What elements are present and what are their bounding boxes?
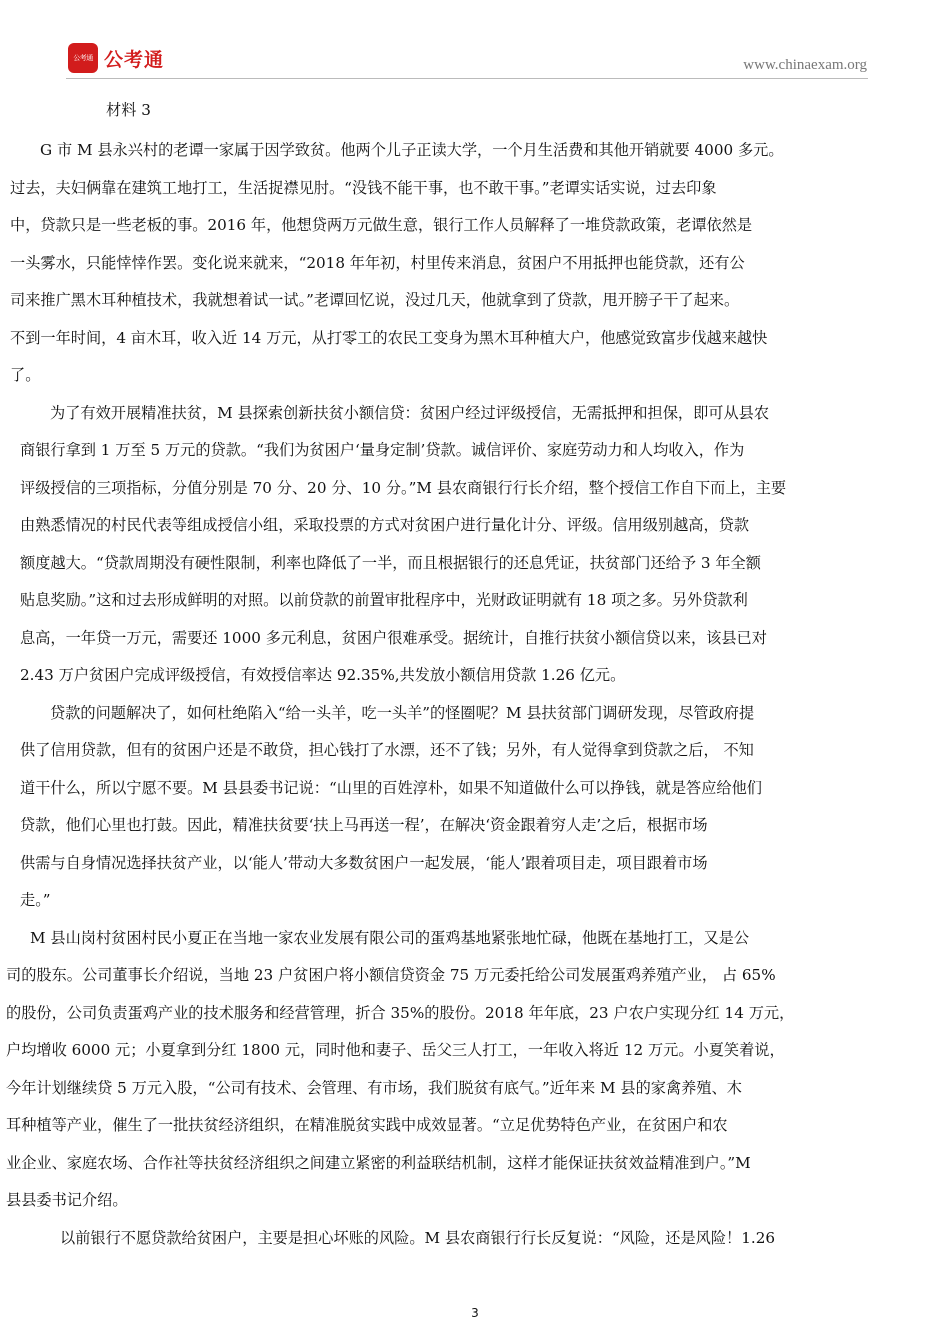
section-title: 材料 3: [106, 101, 151, 119]
text-line: 司来推广黑木耳种植技术，我就想着试一试。”老谭回忆说，没过几天，他就拿到了贷款，甩开膀子干了起来。: [10, 291, 740, 309]
text-line: 商银行拿到 1 万至 5 万元的贷款。“我们为贫困户‘量身定制’贷款。诚信评价、家庭劳动力和人均收入，作为: [20, 441, 745, 459]
text-line: 户均增收 6000 元；小夏拿到分红 1800 元，同时他和妻子、岳父三人打工，一年收入将近 12 万元。小夏笑着说，: [6, 1041, 785, 1059]
text-line: 走。”: [20, 891, 51, 909]
logo-text: 公考通: [104, 48, 165, 71]
text-line: M 县山岗村贫困村民小夏正在当地一家农业发展有限公司的蛋鸡基地紧张地忙碌，他既在基地打工，又是公: [30, 929, 750, 947]
page-number: 3: [471, 1306, 479, 1320]
text-line: 额度越大。“贷款周期没有硬性限制，利率也降低了一半，而且根据银行的还息凭证，扶贫部门还给予 3 年全额: [20, 554, 761, 572]
text-line: 贴息奖励。”这和过去形成鲜明的对照。以前贷款的前置审批程序中，光财政证明就有 18 项之多。另外贷款利: [20, 591, 748, 609]
text-line: 息高，一年贷一万元，需要还 1000 多元利息，贫困户很难承受。据统计，自推行扶贫小额信贷以来，该县已对: [20, 629, 767, 647]
logo-icon: 公考通: [68, 43, 98, 73]
text-line: 中，贷款只是一些老板的事。2016 年，他想贷两万元做生意，银行工作人员解释了一堆贷款政策，老谭依然是: [10, 216, 753, 234]
text-line: 贷款，他们心里也打鼓。因此，精准扶贫要‘扶上马再送一程’，在解决‘资金跟着穷人走’之后，根据市场: [20, 816, 708, 834]
text-line: 不到一年时间，4 亩木耳，收入近 14 万元，从打零工的农民工变身为黑木耳种植大户，他感觉致富步伐越来越快: [10, 329, 768, 347]
text-line: 供了信用贷款，但有的贫困户还是不敢贷，担心钱打了水漂，还不了钱；另外，有人觉得拿到贷款之后， 不知: [20, 741, 754, 759]
text-line: 为了有效开展精准扶贫，M 县探索创新扶贫小额信贷：贫困户经过评级授信，无需抵押和担保，即可从县农: [50, 404, 770, 422]
text-line: 县县委书记介绍。: [6, 1191, 128, 1209]
text-line: 贷款的问题解决了，如何杜绝陷入“给一头羊，吃一头羊”的怪圈呢？M 县扶贫部门调研发现，尽管政府提: [50, 704, 755, 722]
site-url: www.chinaexam.org: [743, 57, 867, 73]
text-line: 道干什么，所以宁愿不要。M 县县委书记说：“山里的百姓淳朴，如果不知道做什么可以挣钱，就是答应给他们: [20, 779, 762, 797]
text-line: 一头雾水，只能悻悻作罢。变化说来就来，“2018 年年初，村里传来消息，贫困户不用抵押也能贷款，还有公: [10, 254, 745, 272]
text-line: 供需与自身情况选择扶贫产业，以‘能人’带动大多数贫困户一起发展，‘能人’跟着项目走，项目跟着市场: [20, 854, 708, 872]
text-line: 过去，夫妇俩靠在建筑工地打工，生活捉襟见肘。“没钱不能干事，也不敢干事。”老谭实话实说，过去印象: [10, 179, 717, 197]
text-line: 今年计划继续贷 5 万元入股，“公司有技术、会管理、有市场，我们脱贫有底气。”近年来 M 县的家禽养殖、木: [6, 1079, 742, 1097]
text-line: 2.43 万户贫困户完成评级授信，有效授信率达 92.35%,共发放小额信用贷款 1.26 亿元。: [20, 666, 626, 684]
text-line: 由熟悉情况的村民代表等组成授信小组，采取投票的方式对贫困户进行量化计分、评级。信用级别越高，贷款: [20, 516, 749, 534]
text-line: 业企业、家庭农场、合作社等扶贫经济组织之间建立紧密的利益联结机制，这样才能保证扶贫效益精准到户。”M: [6, 1154, 751, 1172]
text-line: 的股份，公司负责蛋鸡产业的技术服务和经营管理，折合 35%的股份。2018 年年底，23 户农户实现分红 14 万元，: [6, 1004, 795, 1022]
text-line: 司的股东。公司董事长介绍说，当地 23 户贫困户将小额信贷资金 75 万元委托给公司发展蛋鸡养殖产业， 占 65%: [6, 966, 776, 984]
text-line: 评级授信的三项指标，分值分别是 70 分、20 分、10 分。”M 县农商银行行长介绍，整个授信工作自下而上，主要: [20, 479, 787, 497]
text-line: 耳种植等产业，催生了一批扶贫经济组织，在精准脱贫实践中成效显著。“立足优势特色产业，在贫困户和农: [6, 1116, 728, 1134]
text-line: G 市 M 县永兴村的老谭一家属于因学致贫。他两个儿子正读大学，一个月生活费和其他开销就要 4000 多元。: [40, 141, 784, 159]
text-line: 以前银行不愿贷款给贫困户，主要是担心坏账的风险。M 县农商银行行长反复说：“风险，还是风险！1.26: [60, 1229, 776, 1247]
text-line: 了。: [10, 366, 41, 384]
